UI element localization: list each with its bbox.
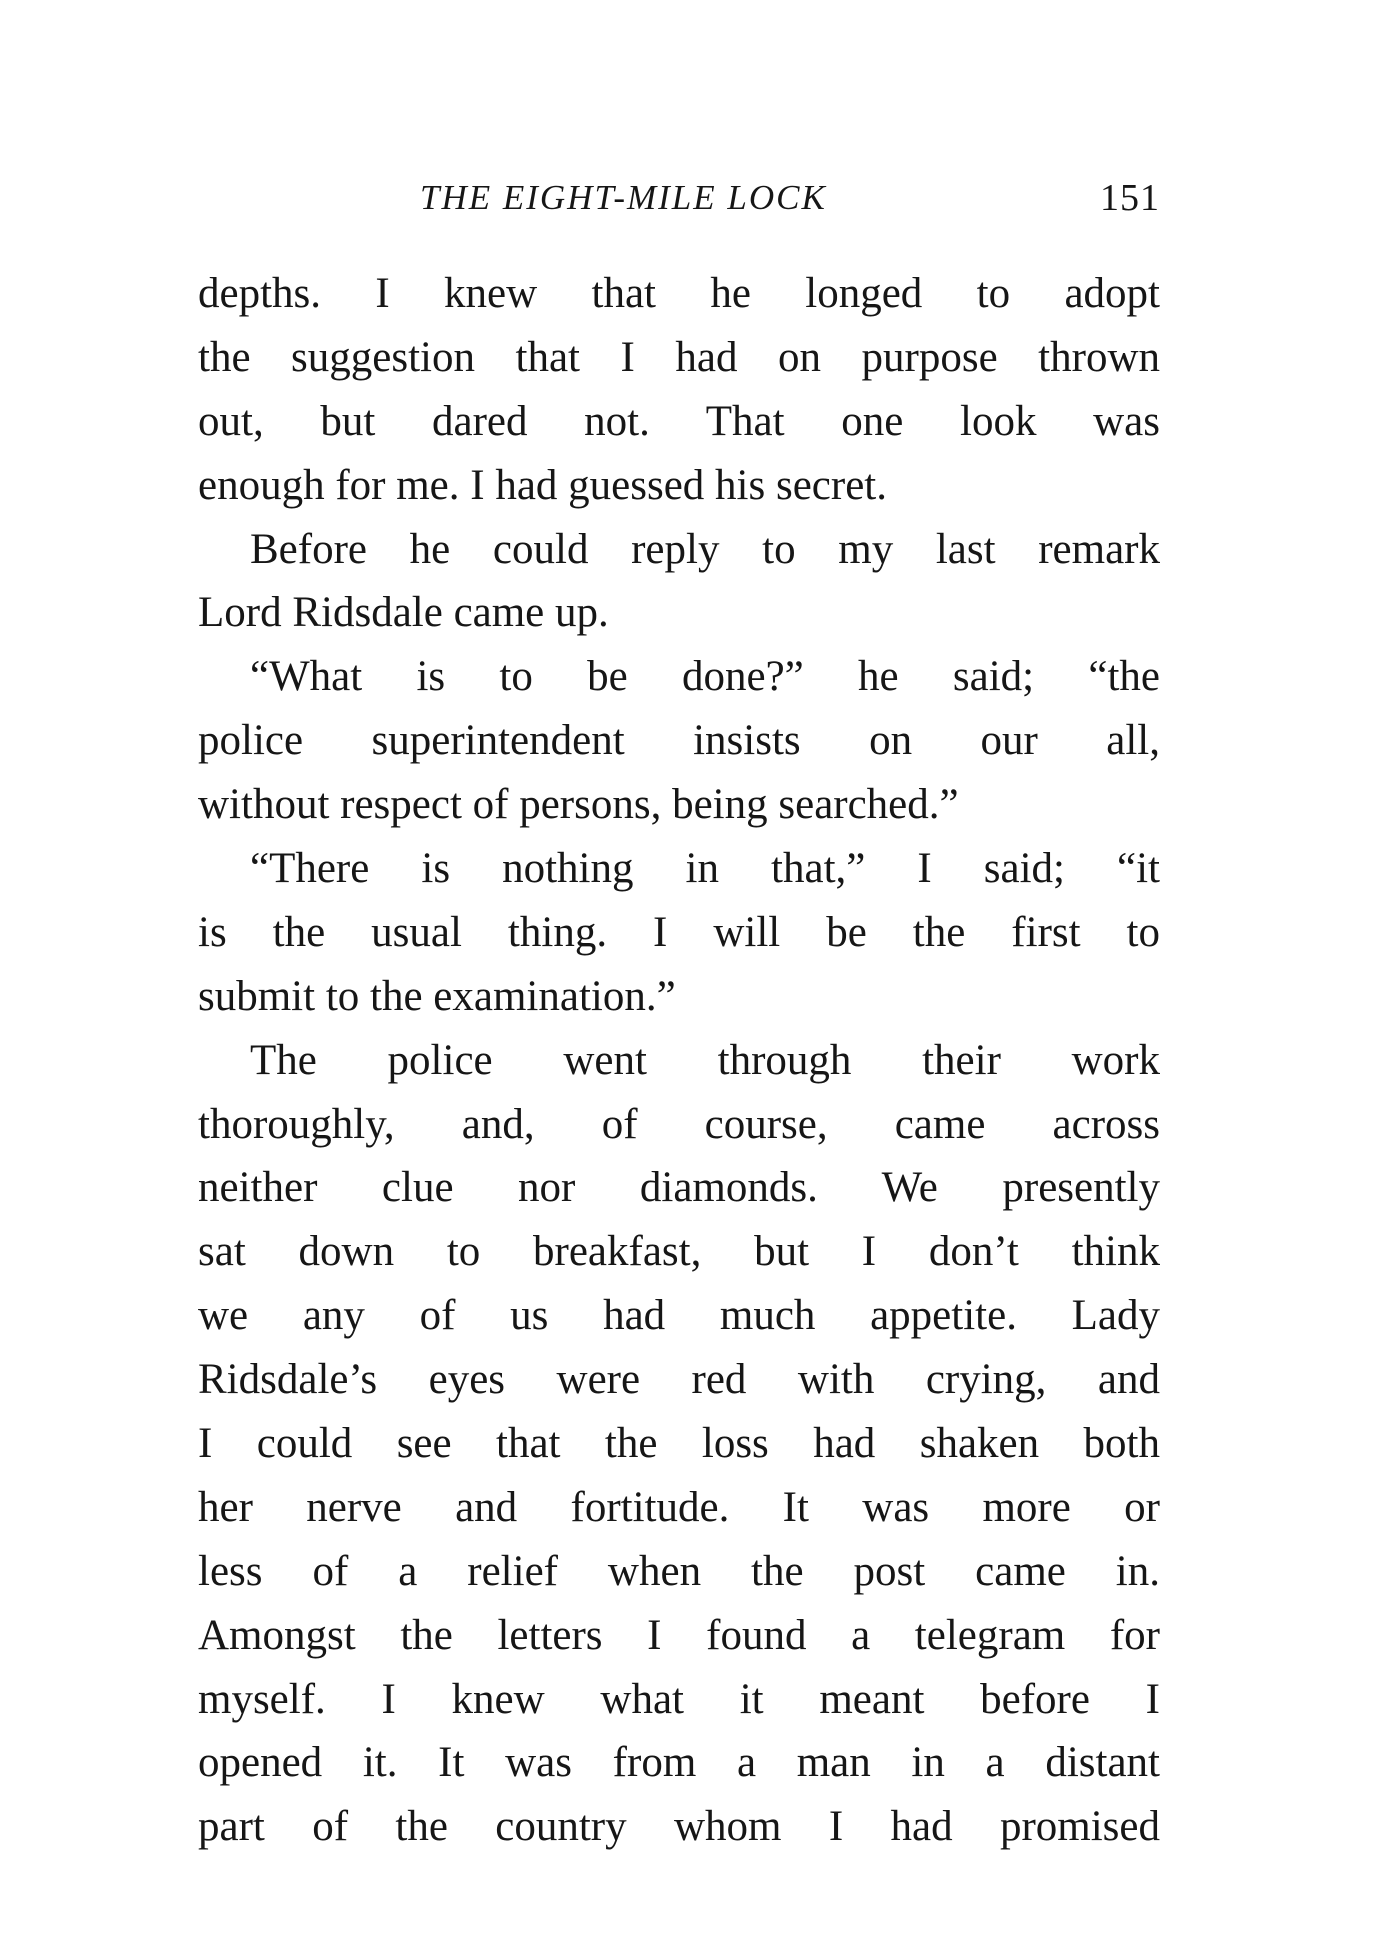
text-line: police superintendent insists on our all,: [198, 717, 1160, 765]
text-line: Before he could reply to my last remark: [250, 525, 1160, 573]
text-line: part of the country whom I had promised: [198, 1803, 1160, 1851]
text-line: I could see that the loss had shaken both: [198, 1420, 1160, 1468]
text-line: opened it. It was from a man in a distant: [198, 1739, 1160, 1787]
text-line: sat down to breakfast, but I don’t think: [198, 1228, 1160, 1276]
text-line: neither clue nor diamonds. We presently: [198, 1164, 1160, 1212]
text-line: depths. I knew that he longed to adopt: [198, 270, 1160, 317]
text-line: “There is nothing in that,” I said; “it: [250, 845, 1160, 893]
text-line: Amongst the letters I found a telegram for: [198, 1611, 1160, 1659]
text-line: her nerve and fortitude. It was more or: [198, 1483, 1160, 1531]
text-line: we any of us had much appetite. Lady: [198, 1292, 1160, 1340]
text-line: Ridsdale’s eyes were red with crying, and: [198, 1356, 1160, 1404]
text-line: the suggestion that I had on purpose thrown: [198, 333, 1160, 381]
text-line: is the usual thing. I will be the first to: [198, 908, 1160, 956]
text-line: “What is to be done?” he said; “the: [250, 653, 1160, 701]
text-line: The police went through their work: [250, 1036, 1160, 1084]
running-title: THE EIGHT-MILE LOCK: [420, 178, 827, 217]
text-line: submit to the examination.”: [198, 972, 676, 1020]
running-header: [200, 168, 1160, 228]
text-line: Lord Ridsdale came up.: [198, 589, 609, 637]
text-line: thoroughly, and, of course, came across: [198, 1100, 1160, 1148]
text-line: myself. I knew what it meant before I: [198, 1675, 1160, 1723]
text-line: without respect of persons, being searched.”: [198, 781, 959, 829]
text-line: out, but dared not. That one look was: [198, 397, 1160, 445]
body-text: [198, 262, 1160, 1859]
text-line: enough for me. I had guessed his secret.: [198, 461, 887, 509]
page-number: 151: [1100, 177, 1160, 219]
text-line: less of a relief when the post came in.: [198, 1547, 1160, 1595]
